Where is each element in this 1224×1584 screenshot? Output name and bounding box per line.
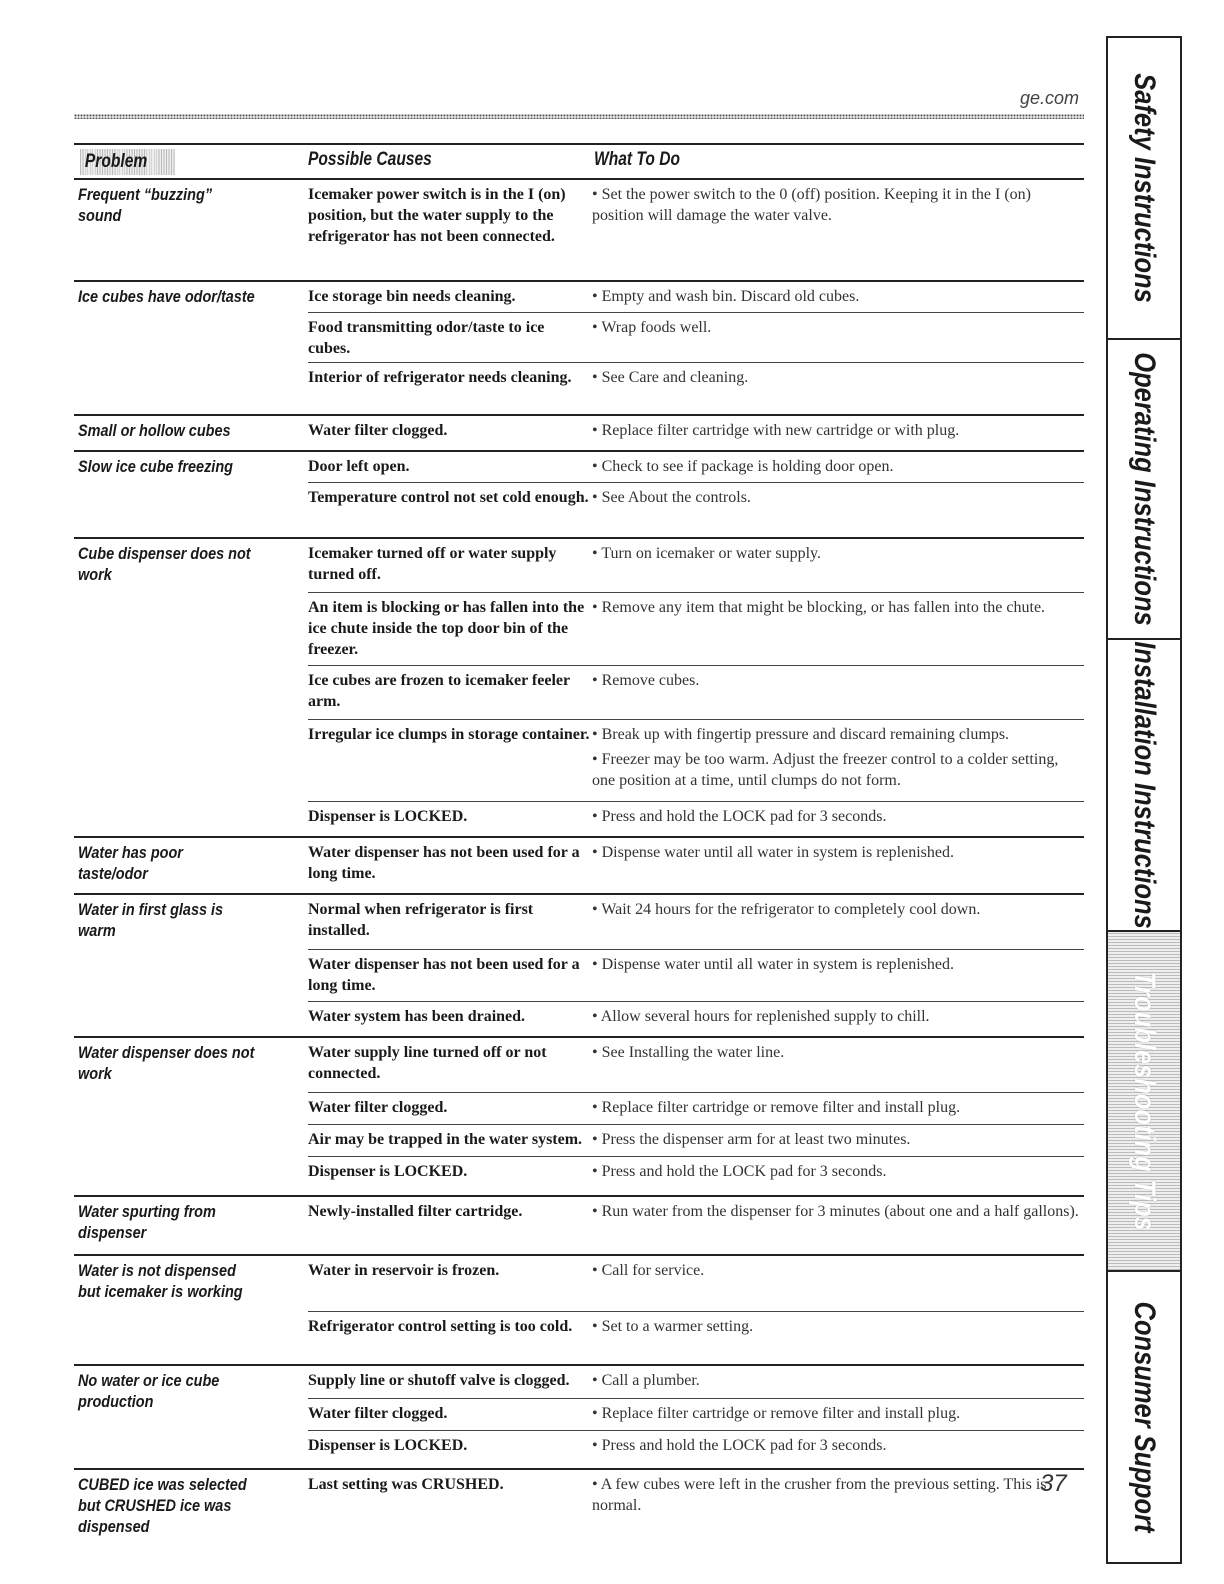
what-to-do <box>592 286 1082 307</box>
problem-label: Slow ice cube freezing <box>78 457 233 476</box>
possible-cause: Water supply line turned off or not connected. <box>308 1044 547 1082</box>
possible-cause: Water filter clogged. <box>308 422 448 439</box>
table-row <box>308 1430 1084 1454</box>
possible-cause: Water filter clogged. <box>308 1099 448 1116</box>
possible-cause: Water dispenser has not been used for a long time. <box>308 956 580 994</box>
todo-item: • Press and hold the LOCK pad for 3 seconds. <box>592 1437 887 1454</box>
problem-group <box>74 1036 1084 1195</box>
todo-item: • Remove cubes. <box>592 672 700 689</box>
problem-group <box>74 836 1084 893</box>
todo-item: • Press and hold the LOCK pad for 3 seconds. <box>592 1163 887 1180</box>
problem-group <box>74 280 1084 413</box>
problem-label: Water in first glass is warm <box>78 900 224 940</box>
todo-item: • Empty and wash bin. Discard old cubes. <box>592 288 860 305</box>
what-to-do <box>592 367 1082 388</box>
problem-group <box>74 414 1084 450</box>
todo-item: • Set the power switch to the 0 (off) position. Keeping it in the I (on) position will damage the water valve. <box>592 186 1031 224</box>
what-to-do <box>592 420 1082 441</box>
todo-item: • Check to see if package is holding door open. <box>592 458 894 475</box>
problem-group <box>74 893 1084 1035</box>
table-row <box>308 1001 1084 1025</box>
todo-item: • Replace filter cartridge with new cartridge or with plug. <box>592 422 960 439</box>
table-row <box>308 949 1084 994</box>
what-to-do <box>592 806 1082 827</box>
table-row <box>308 592 1084 658</box>
problem-label: Water dispenser does not work <box>78 1043 255 1083</box>
problem-group <box>74 1468 1084 1536</box>
possible-cause: Interior of refrigerator needs cleaning. <box>308 369 572 386</box>
page-number: 37 <box>1040 1470 1067 1497</box>
what-to-do <box>592 954 1082 975</box>
table-header <box>74 143 1084 179</box>
todo-item: • See Installing the water line. <box>592 1044 785 1061</box>
problem-label: Frequent “buzzing” sound <box>78 185 213 225</box>
possible-cause: Ice cubes are frozen to icemaker feeler arm. <box>308 672 570 710</box>
possible-cause: Temperature control not set cold enough. <box>308 489 589 506</box>
problem-group <box>74 537 1084 835</box>
tab-troubleshooting[interactable]: Troubleshooting Tips <box>1108 932 1180 1272</box>
todo-item: • Dispense water until all water in system is replenished. <box>592 956 954 973</box>
problem-group <box>74 450 1084 536</box>
what-to-do <box>592 899 1082 920</box>
problem-label: Small or hollow cubes <box>78 421 231 440</box>
problem-group <box>74 1254 1084 1363</box>
possible-cause: Water filter clogged. <box>308 1405 448 1422</box>
table-row <box>308 1124 1084 1148</box>
todo-item: • Dispense water until all water in system is replenished. <box>592 844 954 861</box>
section-tabs <box>1106 36 1182 1564</box>
what-to-do <box>592 1129 1082 1150</box>
todo-item: • Remove any item that might be blocking, or has fallen into the chute. <box>592 599 1046 616</box>
site-url: ge.com <box>1019 88 1079 108</box>
what-to-do <box>592 1097 1082 1118</box>
what-to-do <box>592 456 1082 477</box>
todo-item: • Break up with fingertip pressure and discard remaining clumps. <box>592 726 1010 743</box>
problem-label: Water spurting from dispenser <box>78 1202 216 1242</box>
problem-group <box>74 1195 1084 1254</box>
possible-cause: Water in reservoir is frozen. <box>308 1262 500 1279</box>
todo-item: • Freezer may be too warm. Adjust the freezer control to a colder setting, one position at a time, until clumps do not form. <box>592 751 1059 789</box>
possible-cause: Last setting was CRUSHED. <box>308 1476 504 1493</box>
what-to-do <box>592 1370 1082 1391</box>
todo-item: • Wrap foods well. <box>592 319 712 336</box>
problem-label: Ice cubes have odor/taste <box>78 287 255 306</box>
table-row <box>308 719 1084 789</box>
what-to-do <box>592 317 1082 338</box>
what-to-do <box>592 1201 1082 1222</box>
table-row <box>308 665 1084 710</box>
what-to-do <box>592 1260 1082 1281</box>
what-to-do <box>592 184 1082 226</box>
what-to-do <box>592 1474 1082 1516</box>
table-row <box>308 1398 1084 1422</box>
todo-item: • A few cubes were left in the crusher from the previous setting. This is normal. <box>592 1476 1047 1514</box>
todo-item: • Turn on icemaker or water supply. <box>592 545 821 562</box>
todo-item: • Run water from the dispenser for 3 minutes (about one and a half gallons). <box>592 1203 1079 1220</box>
possible-cause: Dispenser is LOCKED. <box>308 1437 468 1454</box>
header-problem: Problem <box>80 149 175 175</box>
possible-cause: Normal when refrigerator is first installed. <box>308 901 534 939</box>
possible-cause: An item is blocking or has fallen into the ice chute inside the top door bin of the freezer. <box>308 599 585 658</box>
todo-item: • Wait 24 hours for the refrigerator to completely cool down. <box>592 901 981 918</box>
header-todo: What To Do <box>594 149 680 170</box>
what-to-do <box>592 1403 1082 1424</box>
tab-consumer-support[interactable]: Consumer Support <box>1128 1301 1161 1533</box>
what-to-do <box>592 1161 1082 1182</box>
what-to-do <box>592 1006 1082 1027</box>
dotted-rule <box>74 114 1084 119</box>
possible-cause: Irregular ice clumps in storage container. <box>308 726 590 743</box>
header-causes: Possible Causes <box>308 149 432 170</box>
possible-cause: Water dispenser has not been used for a long time. <box>308 844 580 882</box>
what-to-do <box>592 670 1082 691</box>
table-row <box>308 362 1084 386</box>
possible-cause: Refrigerator control setting is too cold. <box>308 1318 573 1335</box>
todo-item: • See Care and cleaning. <box>592 369 749 386</box>
possible-cause: Door left open. <box>308 458 410 475</box>
todo-item: • Call a plumber. <box>592 1372 700 1389</box>
possible-cause: Air may be trapped in the water system. <box>308 1131 583 1148</box>
possible-cause: Icemaker turned off or water supply turned off. <box>308 545 557 583</box>
possible-cause: Ice storage bin needs cleaning. <box>308 288 516 305</box>
todo-item: • Call for service. <box>592 1262 705 1279</box>
what-to-do <box>592 1316 1082 1337</box>
possible-cause: Supply line or shutoff valve is clogged. <box>308 1372 570 1389</box>
possible-cause: Dispenser is LOCKED. <box>308 1163 468 1180</box>
table-row <box>308 1311 1084 1335</box>
table-row <box>308 801 1084 825</box>
what-to-do <box>592 724 1082 791</box>
what-to-do <box>592 1435 1082 1456</box>
todo-item: • Press and hold the LOCK pad for 3 seconds. <box>592 808 887 825</box>
todo-item: • Allow several hours for replenished supply to chill. <box>592 1008 930 1025</box>
tab-operating[interactable]: Operating Instructions <box>1108 340 1180 640</box>
tab-safety[interactable]: Safety Instructions <box>1108 38 1180 340</box>
problem-label: Water is not dispensed but icemaker is working <box>78 1261 243 1301</box>
what-to-do <box>592 597 1082 618</box>
possible-cause: Food transmitting odor/taste to ice cubes. <box>308 319 545 357</box>
what-to-do <box>592 543 1082 564</box>
possible-cause: Icemaker power switch is in the I (on) position, but the water supply to the refrigerator has not been connected. <box>308 186 566 245</box>
table-row <box>308 482 1084 506</box>
todo-item: • Replace filter cartridge or remove filter and install plug. <box>592 1099 961 1116</box>
table-row <box>308 1092 1084 1116</box>
problem-group <box>74 178 1084 250</box>
problem-group <box>74 1364 1084 1467</box>
todo-item: • Set to a warmer setting. <box>592 1318 754 1335</box>
table-row <box>308 1156 1084 1180</box>
what-to-do <box>592 842 1082 863</box>
possible-cause: Newly-installed filter cartridge. <box>308 1203 523 1220</box>
problem-label: CUBED ice was selected but CRUSHED ice was dispensed <box>78 1475 247 1536</box>
todo-item: • Press the dispenser arm for at least two minutes. <box>592 1131 911 1148</box>
possible-cause: Dispenser is LOCKED. <box>308 808 468 825</box>
table-row <box>308 312 1084 357</box>
todo-item: • Replace filter cartridge or remove filter and install plug. <box>592 1405 961 1422</box>
problem-label: Water has poor taste/odor <box>78 843 183 883</box>
problem-label: Cube dispenser does not work <box>78 544 251 584</box>
possible-cause: Water system has been drained. <box>308 1008 526 1025</box>
what-to-do <box>592 487 1082 508</box>
problem-label: No water or ice cube production <box>78 1371 220 1411</box>
todo-item: • See About the controls. <box>592 489 751 506</box>
what-to-do <box>592 1042 1082 1063</box>
tab-installation[interactable]: Installation Instructions <box>1108 640 1180 932</box>
